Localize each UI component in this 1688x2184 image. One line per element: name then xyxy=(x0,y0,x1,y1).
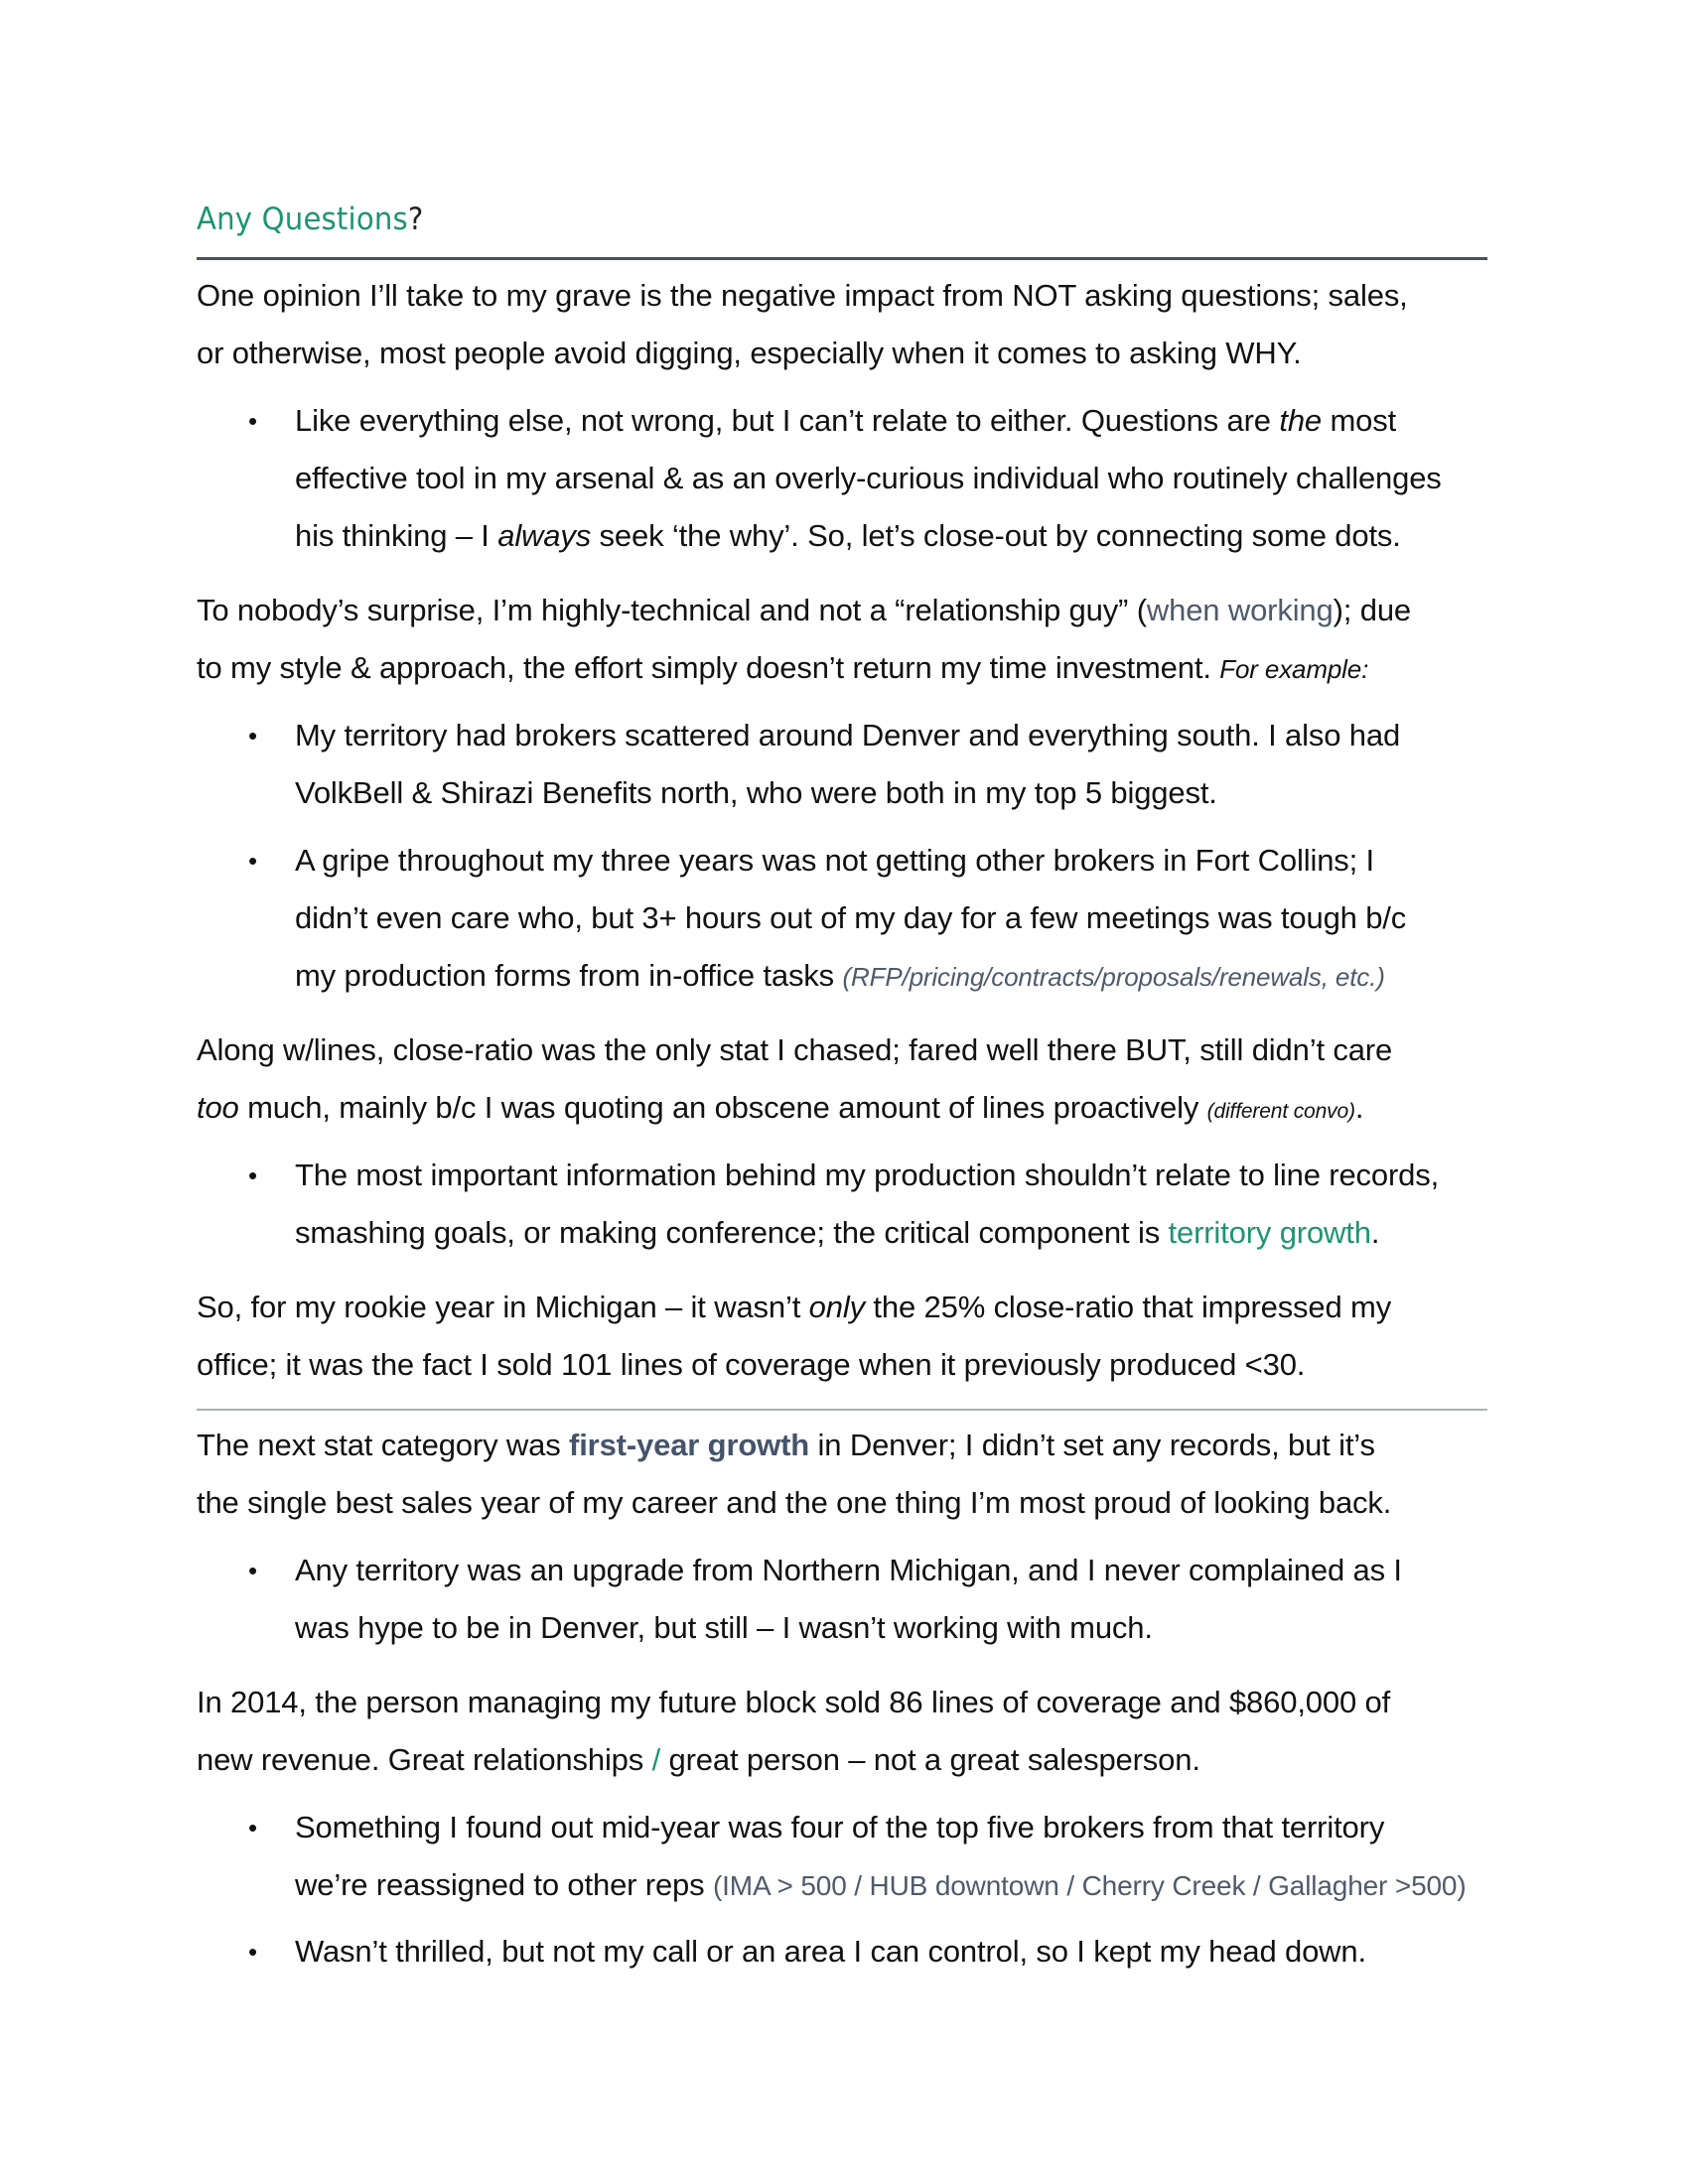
paragraph-line: One opinion I’ll take to my grave is the negative impact from NOT asking questions; sales, xyxy=(197,278,1408,313)
section-divider xyxy=(197,1409,1487,1411)
bullet-icon: • xyxy=(248,721,258,751)
bullet-icon: • xyxy=(248,846,258,876)
bullet-line: The most important information behind my production shouldn’t relate to line records, xyxy=(295,1158,1440,1192)
bullet-line: VolkBell & Shirazi Benefits north, who were both in my top 5 biggest. xyxy=(295,775,1217,810)
section-heading xyxy=(197,202,424,237)
bullet-icon: • xyxy=(248,406,258,436)
bullet-line: My territory had brokers scattered around Denver and everything south. I also had xyxy=(295,718,1401,752)
paragraph-line: or otherwise, most people avoid digging, especially when it comes to asking WHY. xyxy=(197,336,1302,370)
highlight-first-year-growth: first-year growth xyxy=(569,1428,810,1462)
bullet-line: his thinking – I always seek ‘the why’. So, let’s close-out by connecting some dots. xyxy=(295,518,1401,553)
bullet-line: Like everything else, not wrong, but I can’t relate to either. Questions are the most xyxy=(295,403,1397,438)
paragraph-line: So, for my rookie year in Michigan – it wasn’t only the 25% close-ratio that impressed my xyxy=(197,1290,1392,1324)
aside-brokers: (IMA > 500 / HUB downtown / Cherry Creek / Gallagher >500) xyxy=(712,1870,1467,1901)
paragraph-line: office; it was the fact I sold 101 lines of coverage when it previously produced <30. xyxy=(197,1347,1306,1382)
paragraph-line: To nobody’s surprise, I’m highly-technical and not a “relationship guy” (when working); due xyxy=(197,593,1411,627)
slash-separator: / xyxy=(651,1742,661,1777)
highlight-territory-growth: territory growth xyxy=(1168,1215,1371,1250)
bullet-line: my production forms from in-office tasks (RFP/pricing/contracts/proposals/renewals, etc.) xyxy=(295,958,1385,993)
heading-text: Any Questions xyxy=(197,202,408,237)
bullet-line: effective tool in my arsenal & as an overly-curious individual who routinely challenges xyxy=(295,461,1442,495)
bullet-line: we’re reassigned to other reps (IMA > 500 / HUB downtown / Cherry Creek / Gallagher >500) xyxy=(295,1867,1467,1902)
paragraph-line: too much, mainly b/c I was quoting an obscene amount of lines proactively (different convo). xyxy=(197,1090,1364,1125)
paragraph-line: the single best sales year of my career and the one thing I’m most proud of looking back. xyxy=(197,1485,1392,1520)
bullet-line: Something I found out mid-year was four of the top five brokers from that territory xyxy=(295,1810,1385,1844)
heading-divider xyxy=(197,257,1487,260)
bullet-line: smashing goals, or making conference; the critical component is territory growth. xyxy=(295,1215,1380,1250)
paragraph-line: Along w/lines, close-ratio was the only stat I chased; fared well there BUT, still didn’t care xyxy=(197,1032,1393,1067)
paragraph-line: new revenue. Great relationships / great person – not a great salesperson. xyxy=(197,1742,1200,1777)
bullet-icon: • xyxy=(248,1556,258,1585)
aside-when-working: when working xyxy=(1146,593,1334,627)
bullet-line: Any territory was an upgrade from Northern Michigan, and I never complained as I xyxy=(295,1553,1402,1587)
bullet-line: was hype to be in Denver, but still – I wasn’t working with much. xyxy=(295,1610,1153,1645)
paragraph-line: In 2014, the person managing my future block sold 86 lines of coverage and $860,000 of xyxy=(197,1685,1391,1719)
paragraph-line: The next stat category was first-year growth in Denver; I didn’t set any records, but it’s xyxy=(197,1428,1375,1462)
aside-tasks: (RFP/pricing/contracts/proposals/renewals, etc.) xyxy=(842,962,1385,992)
bullet-line: didn’t even care who, but 3+ hours out of my day for a few meetings was tough b/c xyxy=(295,900,1407,935)
heading-question-mark: ? xyxy=(407,202,424,237)
paragraph-line: to my style & approach, the effort simply doesn’t return my time investment. For example: xyxy=(197,650,1369,685)
bullet-icon: • xyxy=(248,1937,258,1967)
bullet-line: A gripe throughout my three years was not getting other brokers in Fort Collins; I xyxy=(295,843,1375,878)
bullet-icon: • xyxy=(248,1813,258,1843)
bullet-line: Wasn’t thrilled, but not my call or an area I can control, so I kept my head down. xyxy=(295,1934,1366,1969)
bullet-icon: • xyxy=(248,1160,258,1190)
